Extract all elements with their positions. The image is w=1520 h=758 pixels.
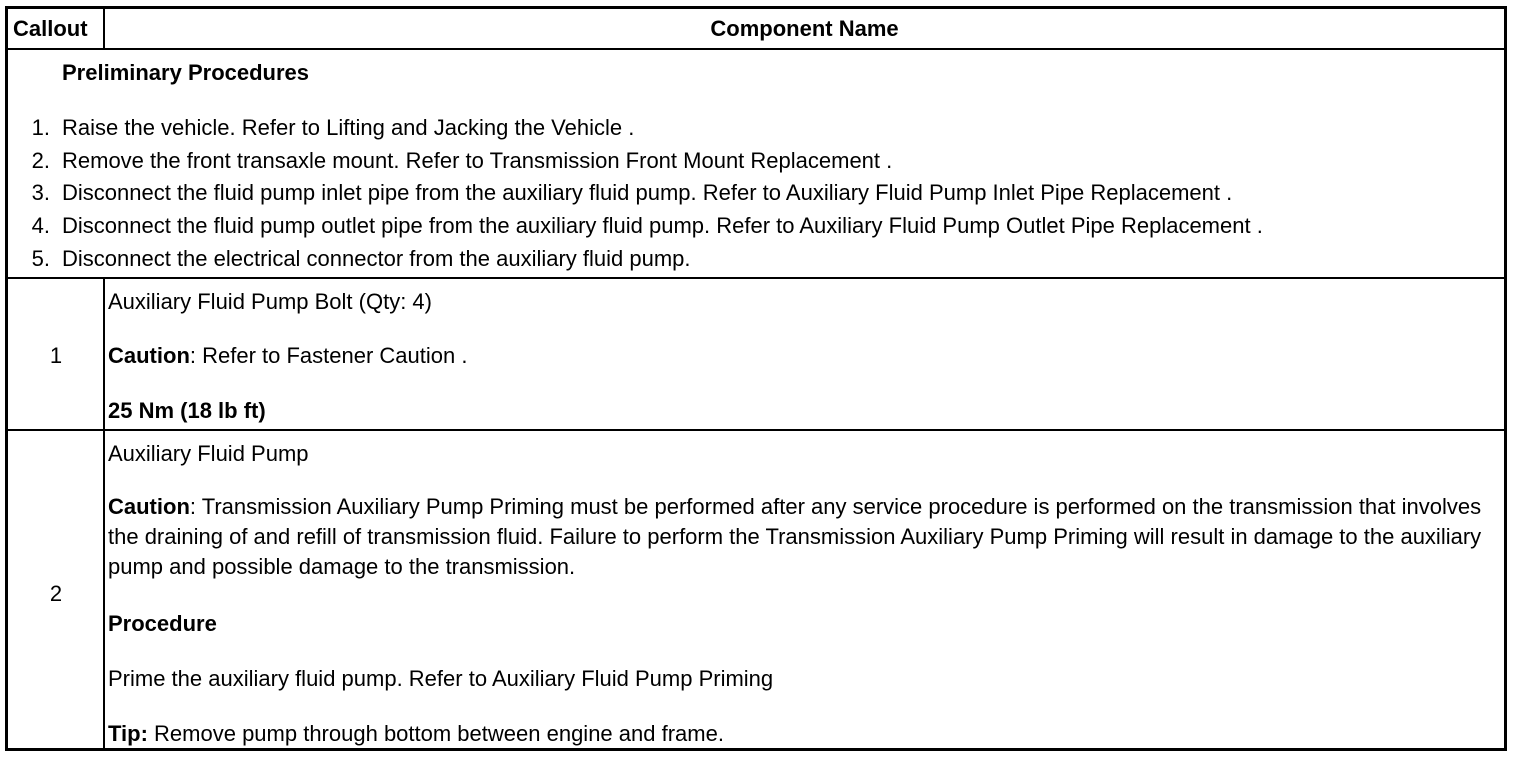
step-number: 1. — [31, 115, 50, 140]
tip-label: Tip: — [108, 721, 148, 746]
step-text: Disconnect the fluid pump outlet pipe from the auxiliary fluid pump. Refer to Auxiliary Fluid Pump Outlet Pipe Replacement . — [62, 213, 1263, 238]
caution-text: : Transmission Auxiliary Pump Priming must be performed after any service procedure is performed on the transmission that involves the draining of and refill of transmission fluid. Failure to perform the Transmission Auxiliary Pump Priming will result in damage to the auxiliary pump and possible damage to the transmission. — [108, 494, 1482, 579]
caution-note — [108, 343, 467, 369]
torque-spec: 25 Nm (18 lb ft) — [108, 398, 266, 423]
tip-note — [108, 721, 724, 747]
component-name: Auxiliary Fluid Pump — [108, 441, 309, 466]
component-name: Auxiliary Fluid Pump Bolt (Qty: 4) — [108, 289, 432, 314]
step-text: Disconnect the fluid pump inlet pipe from the auxiliary fluid pump. Refer to Auxiliary Fluid Pump Inlet Pipe Replacement . — [62, 180, 1233, 205]
caution-text: : Refer to Fastener Caution . — [189, 343, 468, 368]
header-divider — [8, 48, 1504, 50]
step-text: Raise the vehicle. Refer to Lifting and Jacking the Vehicle . — [62, 115, 635, 140]
step-number: 3. — [31, 180, 50, 205]
step-number: 2. — [31, 148, 50, 173]
row-divider-1 — [8, 277, 1504, 279]
caution-note — [108, 492, 1488, 582]
procedure-label: Procedure — [108, 611, 217, 636]
preliminary-title: Preliminary Procedures — [62, 60, 310, 85]
callout-number: 1 — [49, 343, 63, 368]
component-table — [5, 6, 1507, 751]
caution-label: Caution — [108, 343, 190, 368]
row-divider-2 — [8, 429, 1504, 431]
callout-number: 2 — [49, 581, 63, 606]
step-text: Disconnect the electrical connector from the auxiliary fluid pump. — [62, 246, 691, 271]
step-number: 4. — [31, 213, 50, 238]
header-callout: Callout — [13, 16, 88, 41]
step-number: 5. — [31, 246, 50, 271]
step-text: Remove the front transaxle mount. Refer to Transmission Front Mount Replacement . — [62, 148, 893, 173]
header-component-name: Component Name — [710, 16, 899, 41]
tip-text: Remove pump through bottom between engine and frame. — [147, 721, 724, 746]
procedure-text: Prime the auxiliary fluid pump. Refer to Auxiliary Fluid Pump Priming — [108, 666, 774, 691]
caution-label: Caution — [108, 494, 190, 519]
